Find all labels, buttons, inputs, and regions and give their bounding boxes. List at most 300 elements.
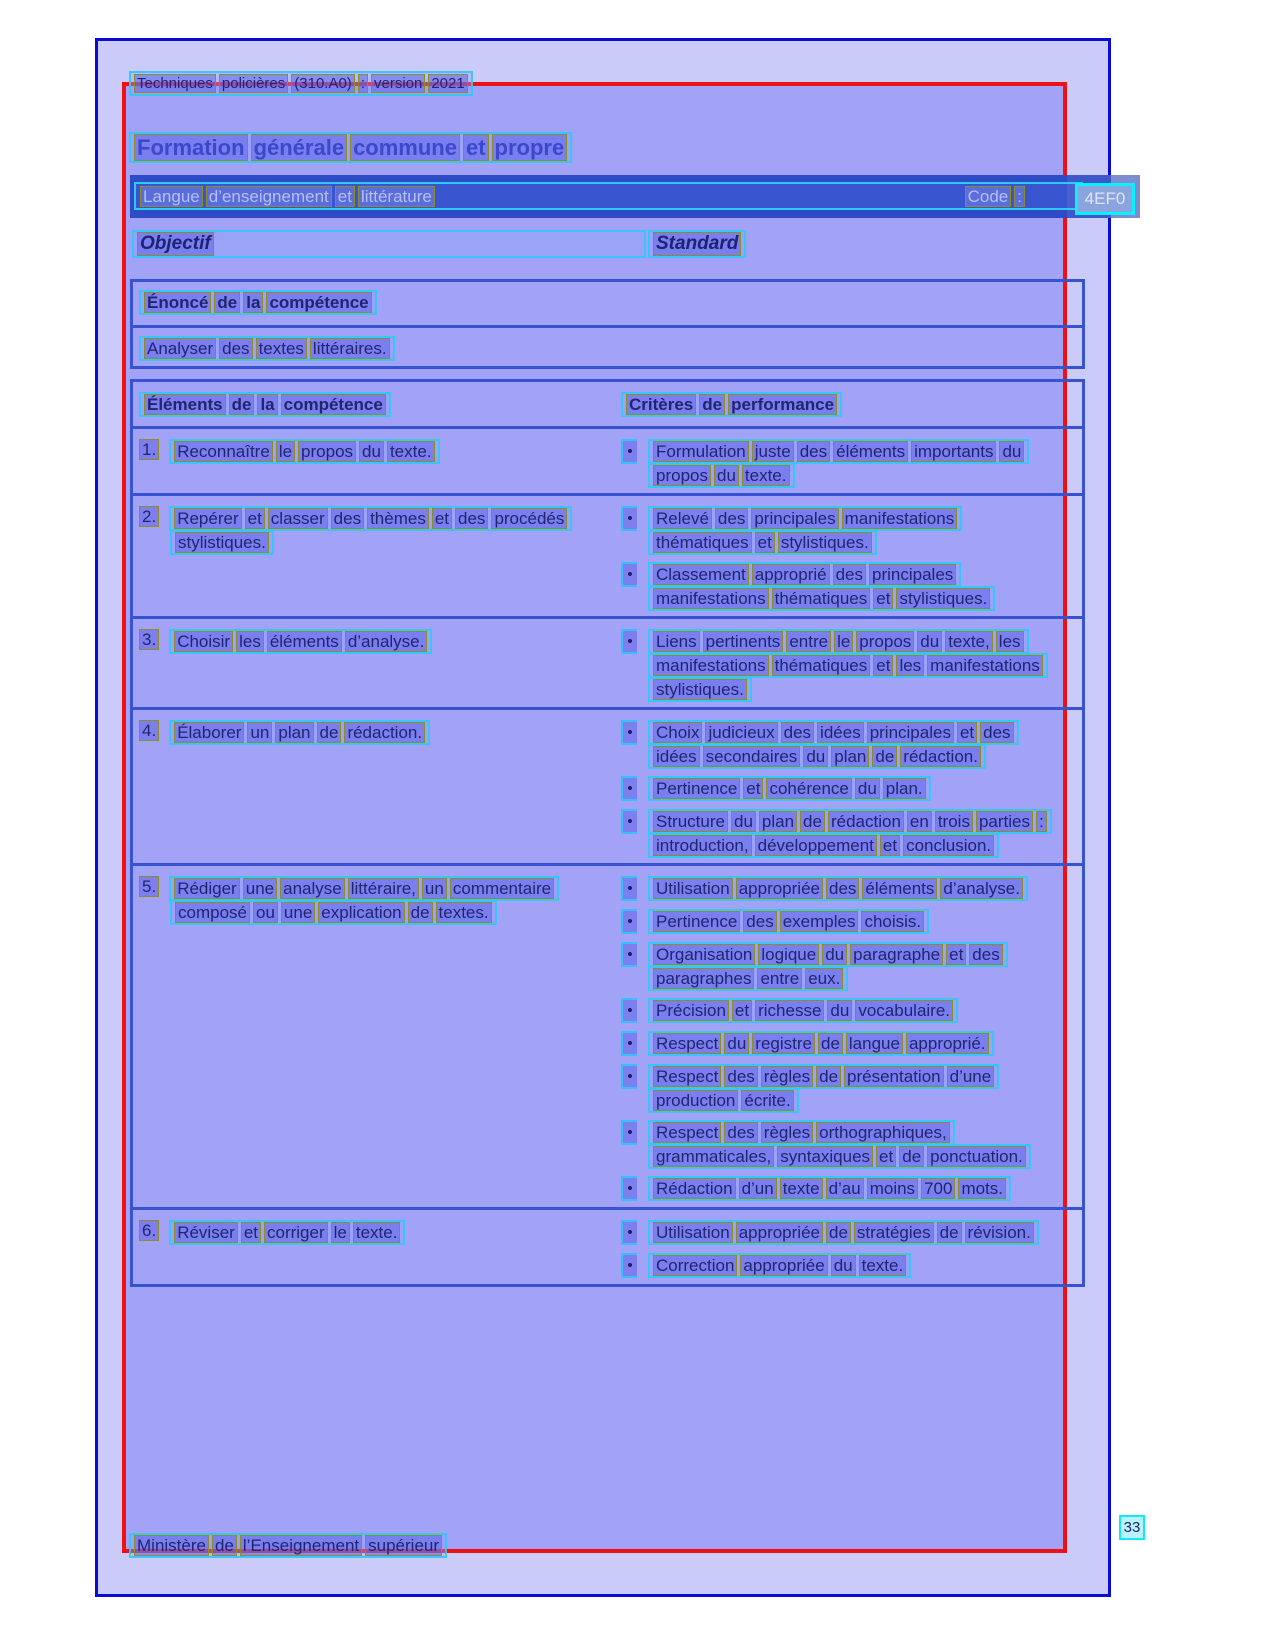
elements-header xyxy=(139,392,391,417)
word-box: texte. xyxy=(387,441,435,462)
word-box: stylistiques. xyxy=(896,588,990,609)
word-box: classer xyxy=(268,508,328,529)
text-line xyxy=(648,629,1029,654)
criterion xyxy=(621,439,1029,487)
criterion xyxy=(621,1120,1031,1168)
bullet-icon: • xyxy=(621,562,637,587)
word-box: texte. xyxy=(353,1222,401,1243)
standard-column-header xyxy=(648,230,746,258)
word-box: texte. xyxy=(859,1255,907,1276)
element-first-line xyxy=(139,720,430,744)
page-title xyxy=(129,132,572,163)
word-box: texte xyxy=(780,1178,823,1199)
word-box: générale xyxy=(251,134,348,161)
text-line xyxy=(169,439,439,464)
word-box: Standard xyxy=(653,232,741,256)
word-box: de xyxy=(699,394,725,415)
bullet-icon: • xyxy=(621,942,637,967)
criterion-lines xyxy=(648,1120,1031,1168)
word-box: registre xyxy=(752,1033,815,1054)
text-line xyxy=(648,463,795,488)
bullet-icon: • xyxy=(621,909,637,934)
word-box: Choisir xyxy=(174,631,233,652)
word-box: écrite. xyxy=(741,1090,793,1111)
word-box: de xyxy=(800,811,825,832)
word-box: Relevé xyxy=(653,508,712,529)
page-number-badge: 33 xyxy=(1119,1515,1145,1540)
element-first-line xyxy=(139,876,559,900)
criterion-lines xyxy=(648,720,1019,768)
word-box: policières xyxy=(219,74,288,93)
word-box: Repérer xyxy=(174,508,241,529)
word-box: et xyxy=(732,1000,752,1021)
word-box: entre xyxy=(757,968,802,989)
word-box: Rédiger xyxy=(174,878,240,899)
word-box: principales xyxy=(867,722,954,743)
word-box: des xyxy=(826,878,859,899)
word-box: d’au xyxy=(826,1178,864,1199)
criterion-lines xyxy=(648,909,929,933)
criterion-lines xyxy=(648,809,1052,857)
criterion-lines xyxy=(648,1031,994,1055)
element-cell xyxy=(139,439,621,487)
word-box: Liens xyxy=(653,631,700,652)
word-box: commentaire xyxy=(450,878,554,899)
text-line xyxy=(169,629,432,654)
word-box: éléments xyxy=(267,631,342,652)
word-box: Précision xyxy=(653,1000,729,1021)
word-box: littérature xyxy=(358,186,435,207)
word-box: une xyxy=(281,902,315,923)
word-box: le xyxy=(331,1222,350,1243)
word-box: développement xyxy=(755,835,877,856)
word-box: plan xyxy=(831,746,869,767)
word-box: moins xyxy=(867,1178,918,1199)
table-row xyxy=(133,426,1082,493)
criterion xyxy=(621,909,929,934)
word-box: de xyxy=(408,902,433,923)
bullet-icon: • xyxy=(621,1220,637,1245)
word-box: Énoncé xyxy=(144,292,211,313)
word-box: exemples xyxy=(780,911,859,932)
bullet-icon: • xyxy=(621,1253,637,1278)
word-box: stratégies xyxy=(854,1222,934,1243)
word-box: introduction, xyxy=(653,835,752,856)
criterion-lines xyxy=(648,1220,1039,1244)
word-box: propos xyxy=(298,441,356,462)
criterion-lines xyxy=(648,998,958,1022)
criterion-lines xyxy=(648,1253,911,1277)
word-box: et xyxy=(463,134,489,161)
word-box: des xyxy=(743,911,776,932)
word-box: Éléments xyxy=(144,394,226,415)
word-box: logique xyxy=(758,944,819,965)
word-box: en xyxy=(907,811,932,832)
text-line xyxy=(648,1088,799,1113)
word-box: et xyxy=(335,186,355,207)
word-box: Classement xyxy=(653,564,749,585)
word-box: du xyxy=(803,746,828,767)
table-row xyxy=(133,1207,1082,1284)
word-box: et xyxy=(946,944,966,965)
bullet-icon: • xyxy=(621,1176,637,1201)
word-box: explication xyxy=(318,902,404,923)
element-cell xyxy=(139,506,621,610)
criterion xyxy=(621,809,1052,857)
criterion-lines xyxy=(648,629,1048,701)
text-line xyxy=(648,1144,1031,1169)
word-box: textes. xyxy=(436,902,492,923)
word-box: Analyser xyxy=(144,338,216,359)
text-line xyxy=(648,809,1052,834)
word-box: d’un xyxy=(739,1178,777,1199)
word-box: Organisation xyxy=(653,944,755,965)
text-line xyxy=(648,439,1029,464)
word-box: Respect xyxy=(653,1033,721,1054)
text-line xyxy=(648,586,995,611)
table-row xyxy=(133,863,1082,1207)
word-box: manifestations xyxy=(842,508,958,529)
bullet-icon: • xyxy=(621,1120,637,1145)
text-line xyxy=(648,1253,911,1278)
word-box: paragraphe xyxy=(850,944,943,965)
word-box: appropriée xyxy=(740,1255,827,1276)
criterion xyxy=(621,720,1019,768)
word-box: Reconnaître xyxy=(174,441,273,462)
performance-rows xyxy=(133,426,1082,1284)
word-box: règles xyxy=(761,1122,813,1143)
criterion-lines xyxy=(648,876,1028,900)
word-box: stylistiques. xyxy=(778,532,872,553)
word-box: texte, xyxy=(945,631,993,652)
word-box: analyse xyxy=(280,878,345,899)
word-box: et xyxy=(876,1146,896,1167)
element-cell xyxy=(139,629,621,701)
word-box: de xyxy=(818,1033,843,1054)
bullet-icon: • xyxy=(621,1064,637,1089)
word-box: et xyxy=(755,532,775,553)
word-box: des xyxy=(219,338,252,359)
course-header-line xyxy=(134,182,1083,210)
word-box: texte. xyxy=(742,465,790,486)
text-line xyxy=(648,677,752,702)
word-box: Code xyxy=(965,186,1012,207)
course-code-label xyxy=(965,186,1025,207)
word-box: compétence xyxy=(281,394,386,415)
criteria-cell xyxy=(621,876,1078,1201)
word-box: révision. xyxy=(965,1222,1034,1243)
criterion-lines xyxy=(648,562,995,610)
word-box: de xyxy=(317,722,342,743)
word-box: et xyxy=(743,778,763,799)
row-number: 6. xyxy=(139,1220,159,1241)
word-box: d’une xyxy=(947,1066,995,1087)
word-box: version xyxy=(371,74,425,93)
competency-heading-row xyxy=(133,282,1082,325)
word-box: conclusion. xyxy=(903,835,994,856)
criteria-cell xyxy=(621,720,1078,857)
word-box: manifestations xyxy=(653,655,769,676)
word-box: approprié. xyxy=(906,1033,989,1054)
criterion xyxy=(621,776,931,801)
word-box: 700 xyxy=(921,1178,955,1199)
word-box: Utilisation xyxy=(653,878,733,899)
text-line xyxy=(648,1031,994,1056)
word-box: : xyxy=(358,74,368,93)
word-box: du xyxy=(917,631,942,652)
word-box: Formation xyxy=(134,134,248,161)
document-meta-header xyxy=(129,71,473,96)
word-box: présentation xyxy=(844,1066,944,1087)
word-box: vocabulaire. xyxy=(855,1000,953,1021)
word-box: appropriée xyxy=(736,878,823,899)
row-number: 4. xyxy=(139,720,159,741)
criterion-lines xyxy=(648,942,1008,990)
word-box: 2021 xyxy=(428,74,467,93)
word-box: Techniques xyxy=(134,74,216,93)
criterion-lines xyxy=(648,776,931,800)
word-box: du xyxy=(822,944,847,965)
word-box: du xyxy=(359,441,384,462)
course-code-badge: 4EF0 xyxy=(1075,183,1135,215)
word-box: et xyxy=(873,588,893,609)
performance-table xyxy=(130,379,1085,1287)
criterion-lines xyxy=(648,1064,999,1112)
word-box: littéraires. xyxy=(310,338,390,359)
text-line xyxy=(170,530,274,555)
word-box: choisis. xyxy=(861,911,924,932)
word-box: syntaxiques xyxy=(777,1146,873,1167)
competency-statement-row xyxy=(133,325,1082,366)
word-box: et xyxy=(432,508,452,529)
word-box: thématiques xyxy=(653,532,752,553)
word-box: Structure xyxy=(653,811,728,832)
word-box: principales xyxy=(869,564,956,585)
word-box: des xyxy=(781,722,814,743)
criterion xyxy=(621,998,958,1023)
text-line xyxy=(648,653,1048,678)
word-box: et xyxy=(873,655,893,676)
word-box: des xyxy=(980,722,1013,743)
word-box: (310.A0) xyxy=(291,74,355,93)
word-box: importants xyxy=(911,441,996,462)
word-box: Choix xyxy=(653,722,702,743)
word-box: propos xyxy=(856,631,914,652)
word-box: de xyxy=(214,292,240,313)
word-box: textes xyxy=(256,338,307,359)
criterion xyxy=(621,942,1008,990)
word-box: et xyxy=(880,835,900,856)
word-box: des xyxy=(797,441,830,462)
text-line xyxy=(648,876,1028,901)
criterion-lines xyxy=(648,1176,1011,1200)
criterion xyxy=(621,629,1048,701)
criteria-header xyxy=(621,392,842,417)
word-box: : xyxy=(1036,811,1047,832)
word-box: Utilisation xyxy=(653,1222,733,1243)
word-box: Élaborer xyxy=(174,722,244,743)
text-line xyxy=(648,1120,955,1145)
text-line xyxy=(170,900,497,925)
bullet-icon: • xyxy=(621,876,637,901)
criteria-cell xyxy=(621,629,1078,701)
word-box: performance xyxy=(728,394,837,415)
criterion xyxy=(621,1220,1039,1245)
element-first-line xyxy=(139,629,432,653)
criterion xyxy=(621,1064,999,1112)
element-cell xyxy=(139,1220,621,1278)
table-row xyxy=(133,616,1082,707)
text-line xyxy=(648,720,1019,745)
word-box: éléments xyxy=(833,441,908,462)
word-box: Rédaction xyxy=(653,1178,736,1199)
bullet-icon: • xyxy=(621,809,637,834)
word-box: de xyxy=(816,1066,841,1087)
competency-statement xyxy=(139,336,395,361)
word-box: des xyxy=(455,508,488,529)
bullet-icon: • xyxy=(621,629,637,654)
element-first-line xyxy=(139,439,440,463)
word-box: les xyxy=(236,631,264,652)
word-box: commune xyxy=(350,134,460,161)
word-box: Correction xyxy=(653,1255,737,1276)
word-box: d’enseignement xyxy=(206,186,332,207)
word-box: eux. xyxy=(805,968,843,989)
text-line xyxy=(648,1064,999,1089)
word-box: et xyxy=(957,722,977,743)
word-box: la xyxy=(243,292,263,313)
word-box: Respect xyxy=(653,1122,721,1143)
criteria-cell xyxy=(621,506,1078,610)
course-header-bar xyxy=(130,175,1140,218)
text-line xyxy=(648,1176,1011,1201)
word-box: Réviser xyxy=(174,1222,238,1243)
criteria-cell xyxy=(621,439,1078,487)
word-box: parties xyxy=(976,811,1033,832)
word-box: judicieux xyxy=(705,722,777,743)
word-box: de xyxy=(826,1222,851,1243)
element-first-line xyxy=(139,506,572,530)
text-line xyxy=(648,833,999,858)
course-title xyxy=(140,186,435,207)
word-box: Pertinence xyxy=(653,911,740,932)
word-box: appropriée xyxy=(736,1222,823,1243)
word-box: thèmes xyxy=(367,508,429,529)
word-box: Objectif xyxy=(137,232,214,256)
criterion xyxy=(621,876,1028,901)
bullet-icon: • xyxy=(621,506,637,531)
criterion xyxy=(621,506,962,554)
text-line xyxy=(648,744,986,769)
word-box: secondaires xyxy=(703,746,801,767)
bullet-icon: • xyxy=(621,1031,637,1056)
word-box: les xyxy=(896,655,924,676)
word-box: stylistiques. xyxy=(175,532,269,553)
word-box: règles xyxy=(761,1066,813,1087)
competency-heading xyxy=(139,290,377,315)
word-box: littéraire, xyxy=(348,878,419,899)
word-box: plan. xyxy=(883,778,926,799)
text-line xyxy=(648,966,848,991)
word-box: pertinents xyxy=(703,631,784,652)
criterion xyxy=(621,1031,994,1056)
word-box: d’analyse. xyxy=(345,631,428,652)
word-box: propos xyxy=(653,465,711,486)
word-box: rédaction. xyxy=(344,722,425,743)
word-box: des xyxy=(724,1066,757,1087)
bullet-icon: • xyxy=(621,720,637,745)
element-first-line xyxy=(139,1220,405,1244)
text-line xyxy=(169,1220,405,1245)
word-box: une xyxy=(243,878,277,899)
word-box: la xyxy=(257,394,277,415)
criterion xyxy=(621,562,995,610)
word-box: plan xyxy=(759,811,797,832)
word-box: de xyxy=(872,746,897,767)
word-box: grammaticales, xyxy=(653,1146,774,1167)
word-box: idées xyxy=(817,722,864,743)
text-line xyxy=(169,720,430,745)
word-box: thématiques xyxy=(772,588,871,609)
text-line xyxy=(648,506,962,531)
word-box: idées xyxy=(653,746,700,767)
word-box: de xyxy=(937,1222,962,1243)
word-box: des xyxy=(715,508,748,529)
word-box: du xyxy=(855,778,880,799)
criterion xyxy=(621,1253,911,1278)
row-number: 3. xyxy=(139,629,159,650)
text-line xyxy=(648,776,931,801)
bullet-icon: • xyxy=(621,439,637,464)
criterion-lines xyxy=(648,506,962,554)
row-number: 5. xyxy=(139,876,159,897)
word-box: un xyxy=(247,722,272,743)
word-box: richesse xyxy=(755,1000,824,1021)
word-box: rédaction xyxy=(828,811,904,832)
word-box: du xyxy=(731,811,756,832)
text-line xyxy=(648,562,961,587)
element-cell xyxy=(139,876,621,1201)
word-box: composé xyxy=(175,902,250,923)
text-line xyxy=(648,1220,1039,1245)
word-box: plan xyxy=(275,722,313,743)
elements-header-cell xyxy=(139,392,621,418)
word-box: Critères xyxy=(626,394,696,415)
row-number: 1. xyxy=(139,439,159,460)
word-box: mots. xyxy=(958,1178,1006,1199)
word-box: manifestations xyxy=(653,588,769,609)
word-box: compétence xyxy=(266,292,371,313)
word-box: Formulation xyxy=(653,441,749,462)
word-box: des xyxy=(969,944,1002,965)
footer-text xyxy=(129,1533,447,1558)
word-box: du xyxy=(999,441,1024,462)
table-row xyxy=(133,493,1082,616)
word-box: trois xyxy=(935,811,973,832)
word-box: paragraphes xyxy=(653,968,754,989)
word-box: le xyxy=(834,631,853,652)
word-box: du xyxy=(831,1255,856,1276)
text-line xyxy=(648,530,877,555)
word-box: éléments xyxy=(862,878,937,899)
objective-column-header xyxy=(132,230,646,258)
competency-table xyxy=(130,279,1085,369)
word-box: du xyxy=(714,465,739,486)
word-box: et xyxy=(245,508,265,529)
word-box: cohérence xyxy=(766,778,851,799)
word-box: corriger xyxy=(264,1222,328,1243)
word-box: de xyxy=(899,1146,924,1167)
